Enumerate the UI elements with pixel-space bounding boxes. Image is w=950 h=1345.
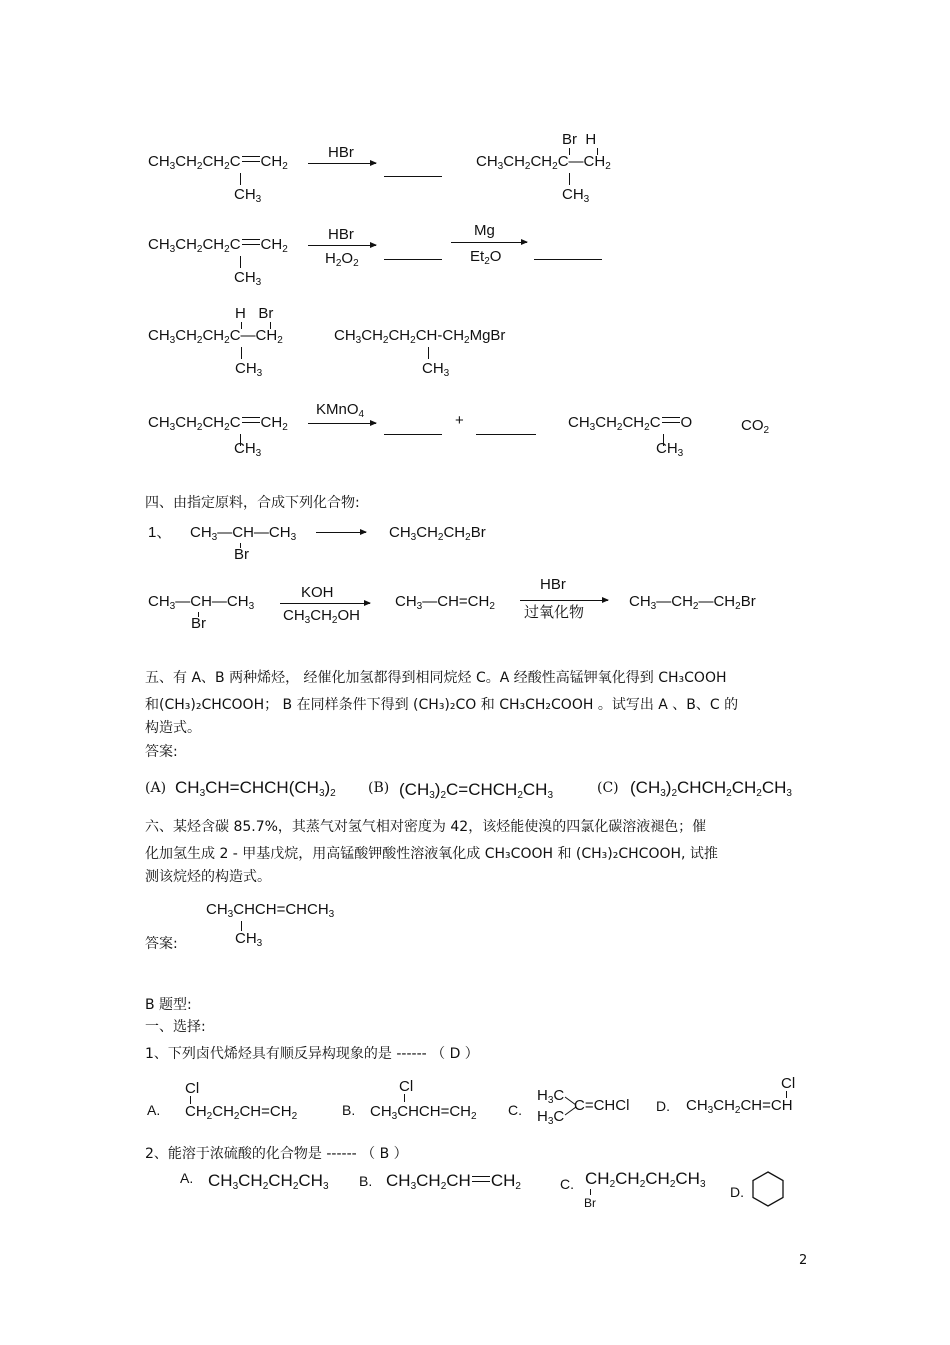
q2-option-c-label: C.: [560, 1176, 574, 1192]
q1-option-c-label: C.: [508, 1102, 522, 1118]
section4-q1-arrow: [316, 532, 366, 533]
r2-ans-b-branch-bond: [428, 347, 429, 359]
section5-answer-label: 答案:: [145, 744, 178, 760]
section5-ans-b-label: (B): [368, 780, 390, 796]
r3-product-1: $CH_3CH_2CH_2C$ O: [568, 414, 693, 433]
r2-reactant: $CH_3CH_2CH_2C$ $CH_2$: [148, 236, 288, 255]
r1-product-top: Br H: [562, 131, 597, 148]
r1-reactant: $CH_3CH_2CH_2C$ $CH_2$: [148, 153, 288, 172]
q2-option-a: $CH_3CH_2CH_2CH_3$: [208, 1171, 329, 1192]
section4-q1-branch: Br: [234, 546, 249, 563]
section6-answer-label: 答案:: [145, 936, 178, 952]
section6-line-3: 测该烷烃的构造式。: [145, 869, 271, 885]
q2-option-b-label: B.: [359, 1173, 373, 1189]
r3-product-1-branch: $CH_3$: [656, 440, 684, 459]
section4-sol-arrow-2: [520, 600, 608, 601]
r1-arrow: [308, 163, 376, 164]
section4-sol-branch: Br: [191, 615, 206, 632]
page-number: 2: [799, 1253, 808, 1268]
r3-branch: $CH_3$: [234, 440, 262, 459]
r2-ans-a-top: H Br: [235, 305, 274, 322]
q1-option-d: $CH_3CH_2CH=CH$: [686, 1097, 793, 1116]
cyclohexane-ring-icon: [750, 1170, 786, 1208]
q1-option-b-bond: [404, 1094, 405, 1102]
r3-plus: +: [455, 412, 464, 429]
r1-branch-bond: [240, 173, 241, 185]
section4-sol-mid: $CH_3—CH=CH_2$: [395, 593, 495, 612]
section4-sol-arrow-1: [280, 603, 370, 604]
sectionb-q1: 1、下列卤代烯烃具有顺反异构现象的是 ------ （ D ）: [145, 1046, 479, 1062]
r2-reagent2-bottom: $Et_2O$: [470, 248, 502, 267]
q1-option-a-label: A.: [147, 1102, 161, 1118]
section6-line-2: 化加氢生成 2 - 甲基戊烷，用高锰酸钾酸性溶液氧化成 CH₃COOH 和 (CH₃)₂CHCOOH, 试推: [145, 846, 718, 862]
q1-option-c: C=CHCl: [574, 1097, 630, 1114]
r2-reagent-top: HBr: [328, 226, 354, 243]
section4-sol-reagent2-bottom: 过氧化物: [524, 603, 585, 621]
r2-arrow-2: [451, 242, 527, 243]
q2-option-b: $CH_3CH_2CH$ $CH_2$: [386, 1171, 521, 1192]
section4-sol-product: $CH_3—CH_2—CH_2Br$: [629, 593, 756, 612]
q1-option-a-top: Cl: [185, 1080, 200, 1097]
section5-ans-a-label: (A): [145, 780, 167, 796]
sectionb-q2: 2、能溶于浓硫酸的化合物是 ------ （ B ）: [145, 1146, 408, 1162]
r2-reagent-bottom: $H_2O_2$: [325, 250, 359, 269]
r1-product-branch: $CH_3$: [562, 186, 590, 205]
r1-product-branch-bond: [569, 173, 570, 185]
r2-ans-b-branch: $CH_3$: [422, 360, 450, 379]
q2-option-d-label: D.: [730, 1184, 744, 1200]
q2-option-a-label: A.: [180, 1170, 194, 1186]
r2-ans-a: $CH_3CH_2CH_2C—CH_2$: [148, 327, 283, 346]
q1-option-a: $CH_2CH_2CH=CH_2$: [185, 1103, 298, 1122]
section6-answer: $CH_3CHCH=CHCH_3$: [206, 901, 335, 920]
q1-option-c-top: $H_3C$: [537, 1087, 565, 1106]
q1-option-b-top: Cl: [399, 1078, 414, 1095]
r3-blank-1: [384, 434, 442, 435]
section5-ans-b: $(CH_3)_2C=CHCH_2CH_3$: [399, 780, 554, 801]
r1-branch: $CH_3$: [234, 186, 262, 205]
r2-arrow-1: [308, 245, 376, 246]
section4-q1-number: 1、: [148, 524, 172, 541]
section5-ans-c: $(CH_3)_2CHCH_2CH_2CH_3$: [630, 778, 792, 799]
sectionb-title: B 题型:: [145, 997, 192, 1013]
r2-ans-a-branch-bond: [241, 347, 242, 359]
section6-answer-branch: $CH_3$: [235, 930, 263, 949]
sectionb-subtitle: 一、选择:: [145, 1019, 206, 1035]
section5-line-1: 五、有 A、B 两种烯烃， 经催化加氢都得到相同烷烃 C。A 经酸性高锰钾氧化得到 CH₃COOH: [145, 670, 727, 686]
r2-blank-1: [384, 259, 442, 260]
q1-option-d-top: Cl: [781, 1075, 796, 1092]
section4-heading: 四、由指定原料，合成下列化合物:: [145, 495, 360, 511]
r3-product-2: $CO_2$: [741, 417, 770, 436]
section4-sol-reagent-top: KOH: [301, 584, 334, 601]
q2-option-c: $CH_2CH_2CH_2CH_3$: [585, 1169, 706, 1190]
section4-q1-reactant: $CH_3—CH—CH_3$: [190, 524, 297, 543]
r3-arrow: [308, 423, 376, 424]
r2-branch-bond: [240, 256, 241, 268]
section6-line-1: 六、某烃含碳 85.7%，其蒸气对氢气相对密度为 42，该烃能使溴的四氯化碳溶液褪色；催: [145, 819, 707, 835]
section5-line-3: 构造式。: [145, 720, 201, 736]
q2-option-c-bottom: Br: [584, 1196, 596, 1210]
r2-branch: $CH_3$: [234, 269, 262, 288]
r1-product: $CH_3CH_2CH_2C—CH_2$: [476, 153, 611, 172]
section5-ans-c-label: (C): [597, 780, 619, 796]
section5-ans-a: $CH_3CH=CHCH(CH_3)_2$: [175, 778, 336, 799]
q1-option-b-label: B.: [342, 1102, 356, 1118]
r3-reactant: $CH_3CH_2CH_2C$ $CH_2$: [148, 414, 288, 433]
r1-blank: [384, 176, 442, 177]
section4-sol-reagent2-top: HBr: [540, 576, 566, 593]
section5-line-2: 和(CH₃)₂CHCOOH； B 在同样条件下得到 (CH₃)₂CO 和 CH₃CH₂COOH 。试写出 A 、B、C 的: [145, 697, 739, 713]
r2-ans-a-branch: $CH_3$: [235, 360, 263, 379]
r1-reagent: HBr: [328, 144, 354, 161]
r3-reagent: KMnO$_4$: [316, 401, 365, 420]
r2-ans-b: $CH_3CH_2CH_2CH-CH_2MgBr$: [334, 327, 506, 346]
section4-sol-reagent-bottom: $CH_3CH_2OH$: [283, 607, 360, 626]
section4-sol-reactant: $CH_3—CH—CH_3$: [148, 593, 255, 612]
section4-q1-product: $CH_3CH_2CH_2Br$: [389, 524, 486, 543]
r3-blank-2: [476, 434, 536, 435]
q1-option-c-bottom: $H_3C$: [537, 1108, 565, 1127]
q1-option-b: $CH_3CHCH=CH_2$: [370, 1103, 477, 1122]
r2-reagent2-top: Mg: [474, 222, 495, 239]
r2-blank-2: [534, 259, 602, 260]
q1-option-d-label: D.: [656, 1098, 670, 1114]
